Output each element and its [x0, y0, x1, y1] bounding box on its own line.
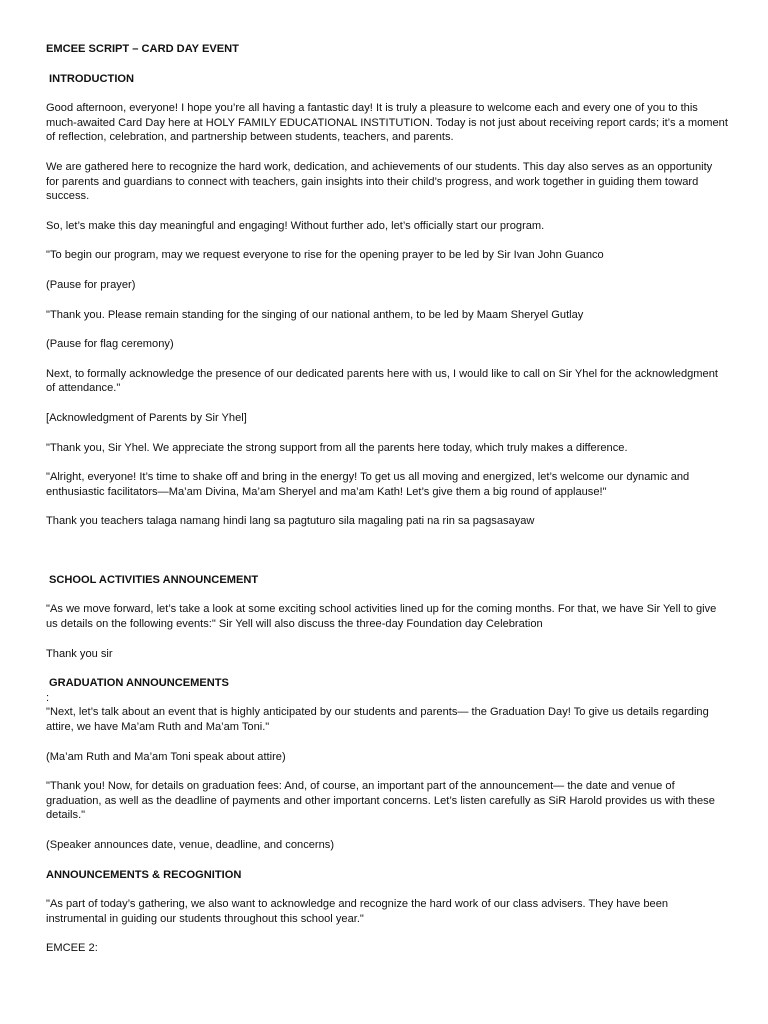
section-heading-recognition: ANNOUNCEMENTS & RECOGNITION: [46, 868, 242, 881]
section-heading-school-activities: SCHOOL ACTIVITIES ANNOUNCEMENT: [49, 573, 259, 586]
stage-note-attire: (Ma’am Ruth and Ma’am Toni speak about attire): [46, 750, 286, 763]
stage-note-speaker: (Speaker announces date, venue, deadline, and concerns): [46, 839, 335, 851]
paragraph-prayer: "To begin our program, may we request everyone to rise for the opening prayer to be led by Sir Ivan John Guanco: [46, 249, 604, 262]
paragraph-anthem: "Thank you. Please remain standing for the singing of our national anthem, to be led by Maam Sheryel Gutlay: [46, 308, 584, 321]
emcee-2-label: EMCEE 2:: [46, 942, 98, 955]
stage-note-prayer: (Pause for prayer): [46, 278, 136, 291]
paragraph-intro-3: So, let’s make this day meaningful and engaging! Without further ado, let’s officially start our program.: [46, 219, 545, 232]
paragraph-fees: "Thank you! Now, for details on graduation fees: And, of course, an important part of the announcement— the date and venue of graduation, as well as the deadline of payments and other important concerns. Let’s listen carefully as SiR Harold provides us with these details.": [46, 780, 715, 822]
paragraph-thanks-teachers: Thank you teachers talaga namang hindi lang sa pagtuturo sila magaling pati na rin sa pagsasayaw: [46, 515, 535, 528]
stage-note-acknowledgment: [Acknowledgment of Parents by Sir Yhel]: [46, 411, 247, 424]
paragraph-thanks-yhel: "Thank you, Sir Yhel. We appreciate the strong support from all the parents here today, which truly makes a difference.: [46, 441, 628, 454]
section-heading-introduction: INTRODUCTION: [49, 72, 135, 85]
stray-colon: :: [46, 691, 50, 704]
paragraph-graduation: "Next, let’s talk about an event that is highly anticipated by our students and parents— the Graduation Day! To give us details regarding attire, we have Ma’am Ruth and Ma’am Toni.": [46, 706, 709, 734]
paragraph-activities: "As we move forward, let’s take a look at some exciting school activities lined up for the coming months. For that, we have Sir Yell to give us details on the following events:" Sir Yell will also discuss the three-day Foundation day Celebration: [46, 603, 717, 631]
stage-note-flag: (Pause for flag ceremony): [46, 338, 174, 351]
document-title: EMCEE SCRIPT – CARD DAY EVENT: [46, 43, 239, 55]
paragraph-intro-2: We are gathered here to recognize the hard work, dedication, and achievements of our students. This day also serves as an opportunity for parents and guardians to connect with teachers, gain insights into their child’s progress, and work together in guiding them toward success.: [46, 160, 713, 203]
paragraph-thank-you-sir: Thank you sir: [46, 647, 113, 660]
paragraph-intro-1: Good afternoon, everyone! I hope you’re all having a fantastic day! It is truly a pleasure to welcome each and every one of you to this much-awaited Card Day here at HOLY FAMILY EDUCATIONAL INSTITUTION. Today is not just about receiving report cards; it’s a moment of reflection, celebration, and partnership between students, teachers, and parents.: [46, 102, 728, 144]
section-heading-graduation: GRADUATION ANNOUNCEMENTS: [49, 677, 229, 690]
paragraph-parents: Next, to formally acknowledge the presence of our dedicated parents here with us, I would like to call on Sir Yhel for the acknowledgment of attendance.": [46, 367, 718, 395]
paragraph-energy: "Alright, everyone! It’s time to shake off and bring in the energy! To get us all moving and energized, let’s welcome our dynamic and enthusiastic facilitators—Ma’am Divina, Ma’am Sheryel and ma’am Kath! Let’s give them a big round of applause!": [46, 471, 690, 498]
paragraph-recognition: "As part of today’s gathering, we also want to acknowledge and recognize the hard work of our class advisers. They have been instrumental in guiding our students throughout this school year.": [46, 898, 669, 925]
